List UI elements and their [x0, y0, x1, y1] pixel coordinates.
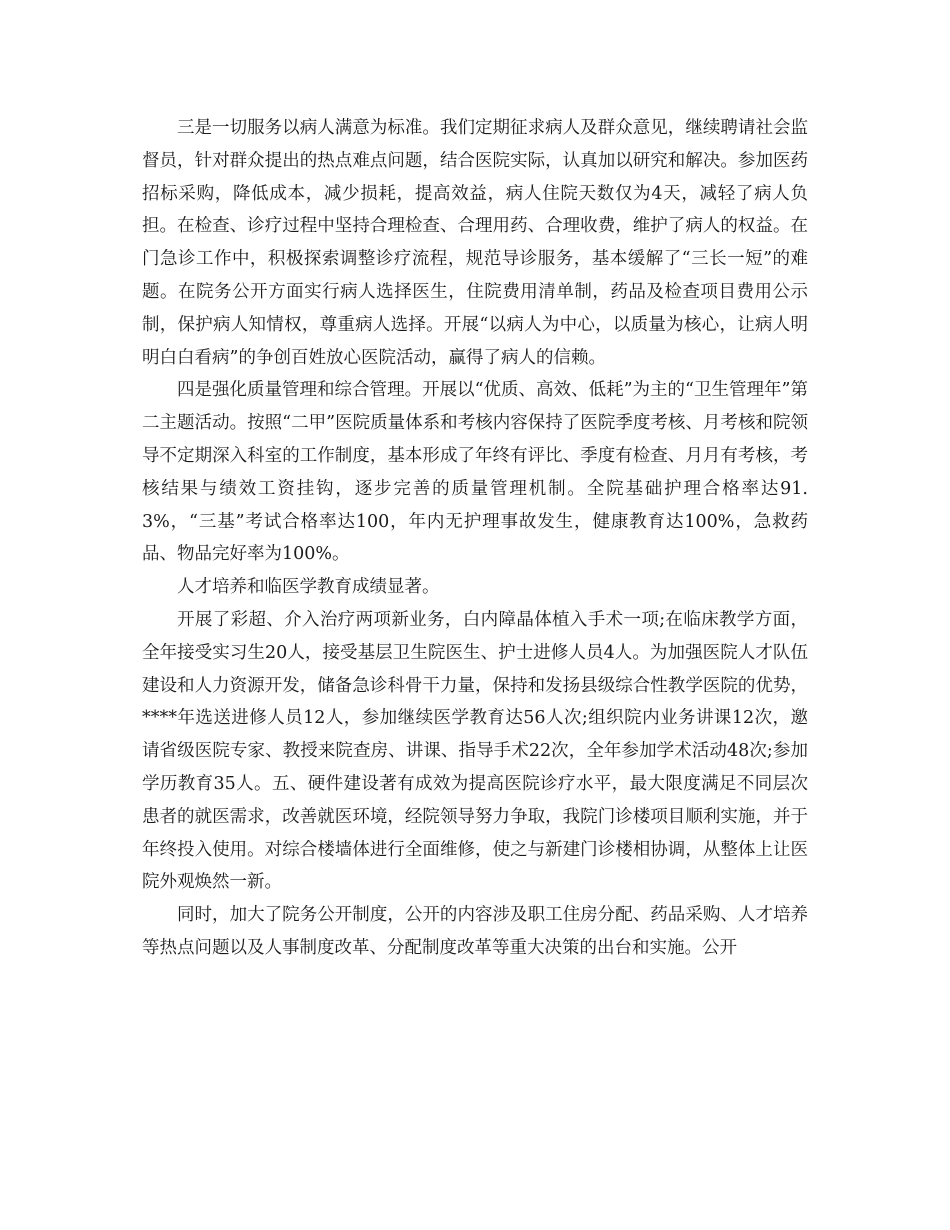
paragraph-quality-management: 四是强化质量管理和综合管理。开展以“优质、高效、低耗”为主的“卫生管理年”第二主题活动。按照“二甲”医院质量体系和考核内容保持了医院季度考核、月考核和院领导不定期深入科室的工作制度，基本形成了年终有评比、季度有检查、月月有考核，考核结果与绩效工资挂钩，逐步完善的质量管理机制。全院基础护理合格率达91.3%，“三基”考试合格率达100，年内无护理事故发生，健康教育达100%，急救药品、物品完好率为100%。: [142, 380, 808, 565]
document-body: [142, 112, 808, 965]
paragraph-patient-satisfaction: 三是一切服务以病人满意为标准。我们定期征求病人及群众意见，继续聘请社会监督员，针对群众提出的热点难点问题，结合医院实际，认真加以研究和解决。参加医药招标采购，降低成本，减少损耗，提高效益，病人住院天数仅为4天，减轻了病人负担。在检查、诊疗过程中坚持合理检查、合理用药、合理收费，维护了病人的权益。在门急诊工作中，积极探索调整诊疗流程，规范导诊服务，基本缓解了“三长一短”的难题。在院务公开方面实行病人选择医生，住院费用清单制，药品及检查项目费用公示制，保护病人知情权，尊重病人选择。开展“以病人为中心，以质量为核心，让病人明明白白看病”的争创百姓放心医院活动，赢得了病人的信赖。: [142, 118, 808, 368]
paragraph-hospital-affairs-disclosure: 同时，加大了院务公开制度，公开的内容涉及职工住房分配、药品采购、人才培养等热点问题以及人事制度改革、分配制度改革等重大决策的出台和实施。公开: [142, 905, 808, 958]
paragraph-talent-heading: 人才培养和临医学教育成绩显著。: [177, 577, 440, 598]
paragraph-new-services-and-construction: 开展了彩超、介入治疗两项新业务，白内障晶体植入手术一项;在临床教学方面，全年接受实习生20人，接受基层卫生院医生、护士进修人员4人。为加强医院人才队伍建设和人力资源开发，储备急诊科骨干力量，保持和发扬县级综合性教学医院的优势，****年选送进修人员12人，参加继续医学教育达56人次;组织院内业务讲课12次，邀请省级医院专家、教授来院查房、讲课、指导手术22次，全年参加学术活动48次;参加学历教育35人。五、硬件建设著有成效为提高医院诊疗水平，最大限度满足不同层次患者的就医需求，改善就医环境，经院领导努力争取，我院门诊楼项目顺利实施，并于年终投入使用。对综合楼墙体进行全面维修，使之与新建门诊楼相协调，从整体上让医院外观焕然一新。: [142, 609, 808, 893]
